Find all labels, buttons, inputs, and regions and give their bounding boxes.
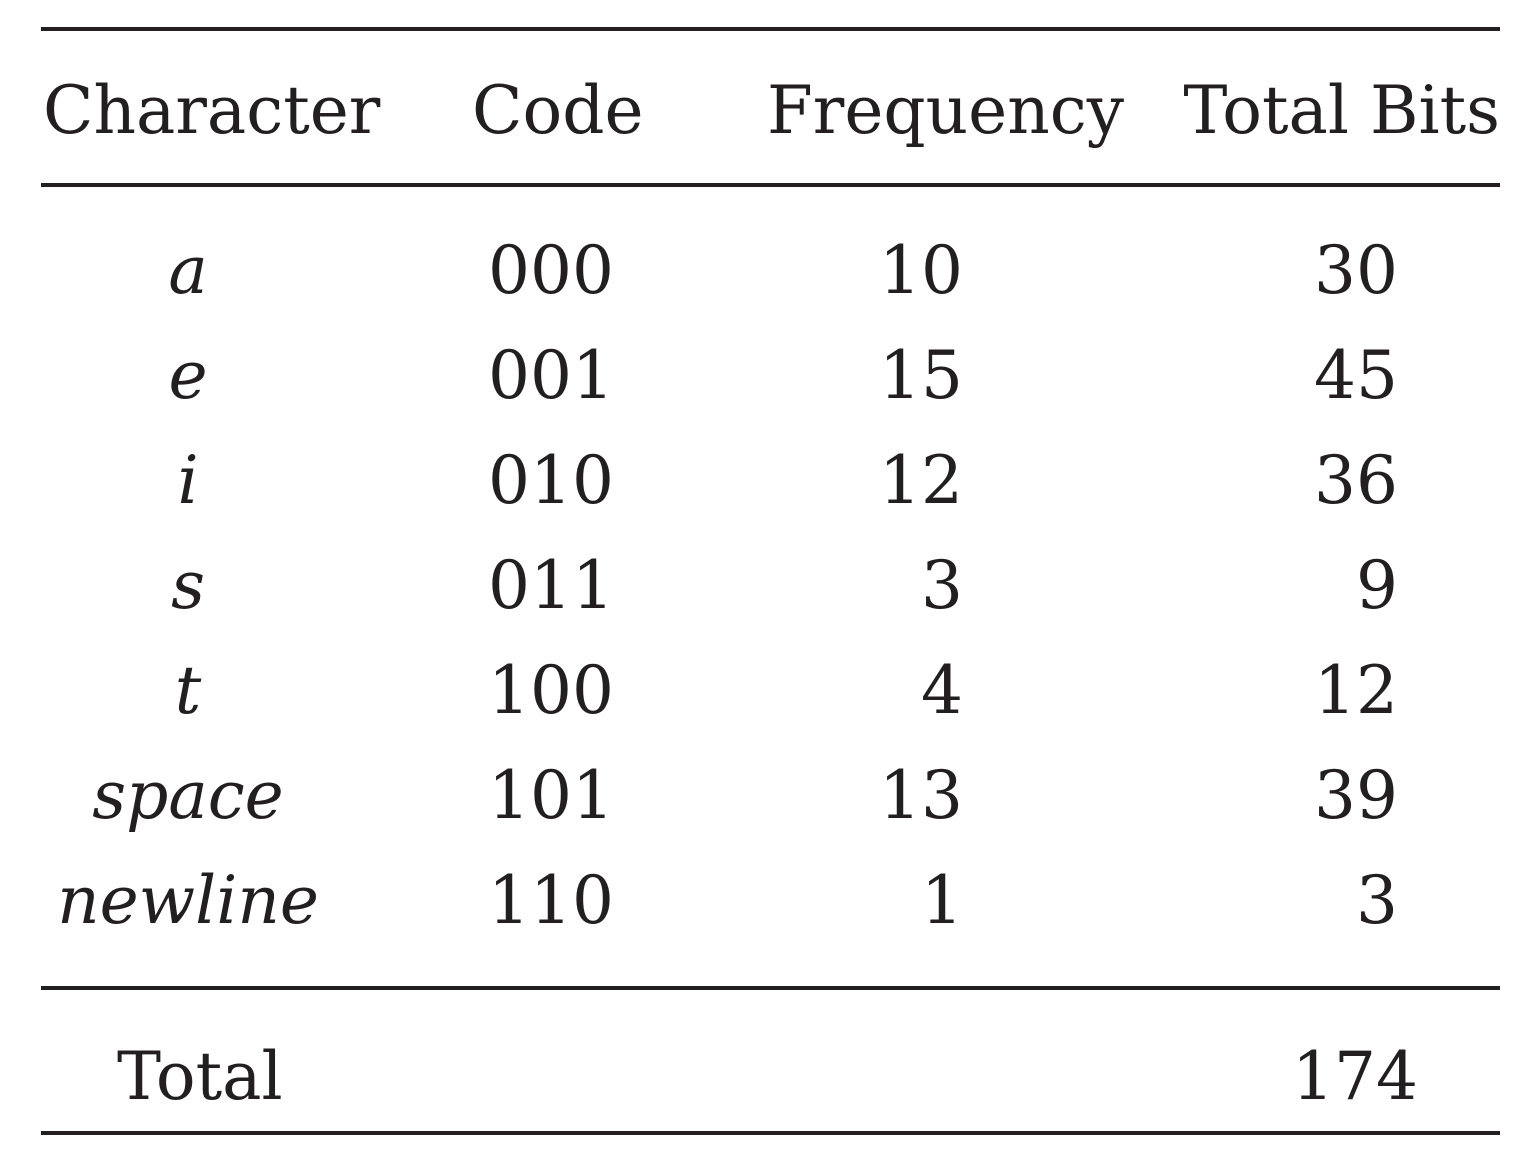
cell-character: a [168, 232, 208, 309]
table-row [0, 232, 1519, 343]
table-row [0, 652, 1519, 763]
total-label: Total [117, 1038, 283, 1115]
cell-code: 011 [488, 547, 614, 624]
table-row [0, 757, 1519, 868]
cell-frequency: 13 [879, 757, 963, 834]
cell-total-bits: 9 [1356, 547, 1398, 624]
table-bottom-rule [41, 1131, 1500, 1135]
table-top-rule [41, 27, 1500, 31]
cell-code: 110 [488, 862, 614, 939]
cell-character: i [177, 442, 199, 519]
cell-code: 101 [488, 757, 614, 834]
cell-total-bits: 36 [1314, 442, 1398, 519]
cell-character: space [92, 757, 284, 834]
cell-code: 010 [488, 442, 614, 519]
cell-code: 100 [488, 652, 614, 729]
cell-frequency: 4 [921, 652, 963, 729]
cell-total-bits: 45 [1314, 337, 1398, 414]
table-footer-rule [41, 986, 1500, 990]
header-code: Code [472, 72, 644, 149]
table-row [0, 547, 1519, 658]
cell-total-bits: 12 [1314, 652, 1398, 729]
cell-code: 001 [488, 337, 614, 414]
cell-total-bits: 39 [1314, 757, 1398, 834]
cell-total-bits: 30 [1314, 232, 1398, 309]
cell-code: 000 [488, 232, 614, 309]
header-total-bits: Total Bits [1183, 72, 1500, 149]
total-value: 174 [1292, 1038, 1418, 1115]
cell-character: newline [57, 862, 319, 939]
table-row [0, 337, 1519, 448]
cell-frequency: 12 [879, 442, 963, 519]
cell-character: e [168, 337, 208, 414]
cell-frequency: 15 [879, 337, 963, 414]
table-row [0, 442, 1519, 553]
header-frequency: Frequency [767, 72, 1124, 149]
header-character: Character [43, 72, 381, 149]
cell-frequency: 3 [921, 547, 963, 624]
cell-character: t [174, 652, 202, 729]
table-row [0, 862, 1519, 973]
cell-total-bits: 3 [1356, 862, 1398, 939]
cell-frequency: 10 [879, 232, 963, 309]
cell-frequency: 1 [921, 862, 963, 939]
table-header-rule [41, 183, 1500, 187]
cell-character: s [171, 547, 205, 624]
